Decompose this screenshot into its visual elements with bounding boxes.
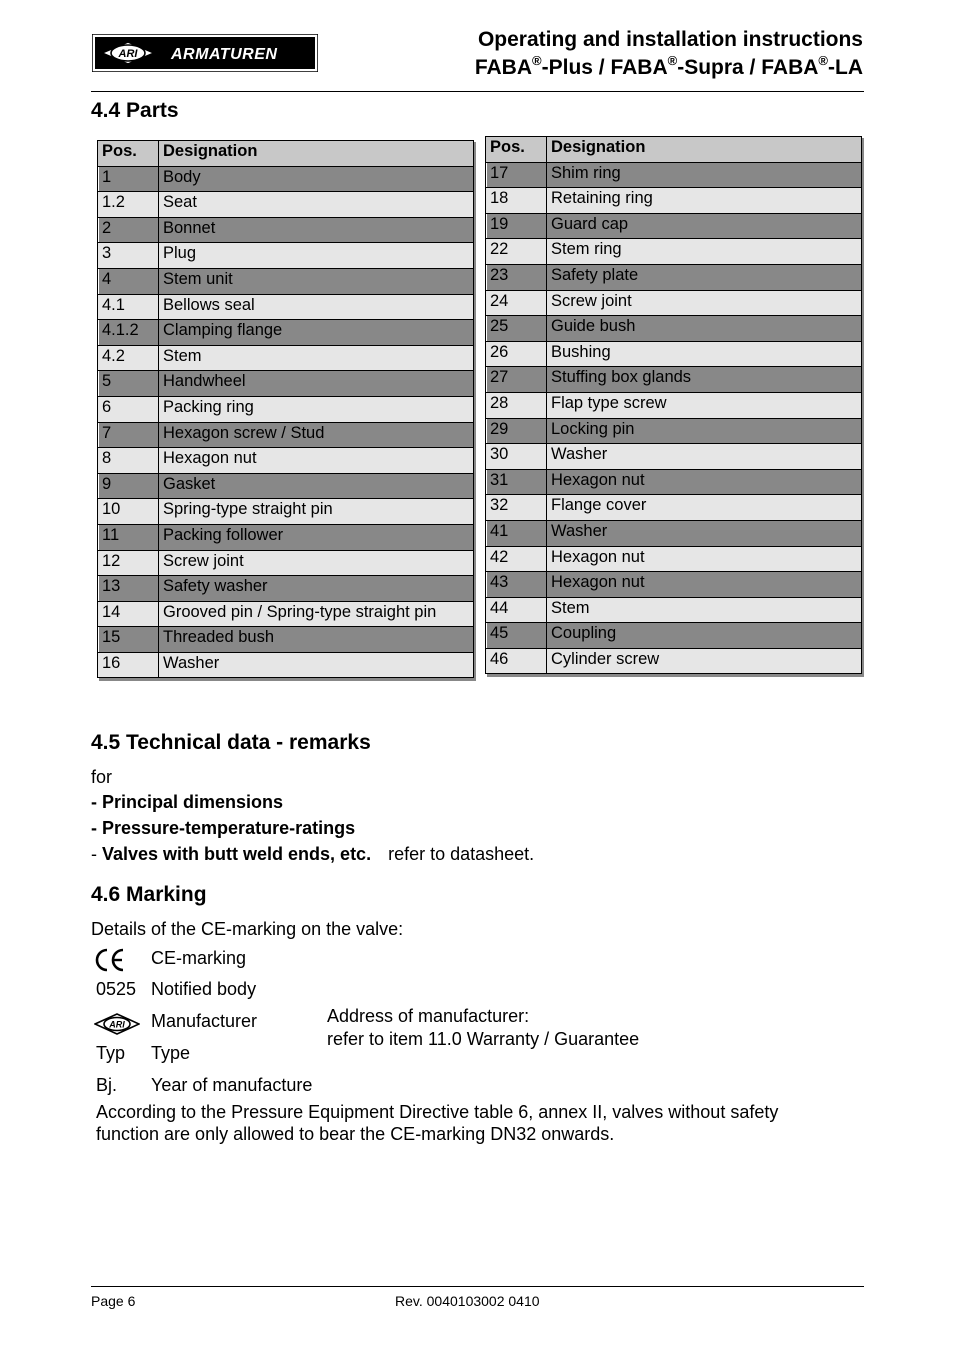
type-label: Type	[151, 1043, 191, 1063]
pos-cell: 4.1	[98, 294, 159, 320]
pos-cell: 25	[486, 316, 547, 342]
table-row	[486, 367, 862, 393]
designation-cell: Guide bush	[547, 316, 862, 342]
title-line-2: FABA®-Plus / FABA®-Supra / FABA®-LA	[474, 53, 863, 79]
document-title	[475, 26, 863, 82]
pos-cell: 7	[98, 422, 159, 448]
pos-cell: 44	[486, 597, 547, 623]
table-row	[486, 290, 862, 316]
table-row	[486, 341, 862, 367]
designation-cell: Clamping flange	[159, 320, 474, 346]
designation-cell: Stuffing box glands	[547, 367, 862, 393]
designation-cell: Spring-type straight pin	[159, 499, 474, 525]
designation-cell: Flange cover	[547, 495, 862, 521]
pos-cell: 31	[486, 469, 547, 495]
pos-cell: 12	[98, 550, 159, 576]
table-row	[486, 495, 862, 521]
bj-code: Bj.	[96, 1075, 118, 1095]
table-row	[98, 652, 474, 678]
table-row	[98, 371, 474, 397]
pos-cell: 24	[486, 290, 547, 316]
designation-cell: Hexagon nut	[547, 546, 862, 572]
revision-number: Rev. 0040103002 0410	[395, 1293, 540, 1309]
table-row	[98, 627, 474, 653]
designation-cell: Retaining ring	[547, 188, 862, 214]
table-row	[486, 188, 862, 214]
pos-cell: 11	[98, 524, 159, 550]
designation-cell: Packing ring	[159, 396, 474, 422]
designation-cell: Hexagon screw / Stud	[159, 422, 474, 448]
designation-cell: Screw joint	[159, 550, 474, 576]
table-row	[98, 576, 474, 602]
table-row	[486, 648, 862, 674]
ari-manufacturer-icon	[94, 1012, 140, 1041]
designation-cell: Flap type screw	[547, 392, 862, 418]
table-row	[98, 448, 474, 474]
svg-text:ARMATUREN: ARMATUREN	[171, 46, 278, 63]
marking-intro: Details of the CE-marking on the valve:	[91, 919, 404, 939]
table-row	[98, 550, 474, 576]
remark-pressure-temperature: - Pressure-temperature-ratings	[91, 818, 356, 838]
pos-cell: 42	[486, 546, 547, 572]
designation-cell: Packing follower	[159, 524, 474, 550]
for-label: for	[91, 767, 113, 787]
pos-cell: 26	[486, 341, 547, 367]
section-heading-marking: 4.6 Marking	[91, 883, 207, 906]
designation-cell: Hexagon nut	[547, 469, 862, 495]
typ-code: Typ	[96, 1043, 126, 1063]
designation-cell: Bushing	[547, 341, 862, 367]
designation-cell: Stem	[547, 597, 862, 623]
table-row	[486, 162, 862, 188]
parts-table-right	[485, 136, 862, 674]
designation-cell: Hexagon nut	[159, 448, 474, 474]
page-number: Page 6	[91, 1293, 136, 1309]
pos-cell: 3	[98, 243, 159, 269]
pos-cell: 15	[98, 627, 159, 653]
pos-cell: 18	[486, 188, 547, 214]
designation-cell: Safety plate	[547, 264, 862, 290]
designation-cell: Stem unit	[159, 268, 474, 294]
svg-text:ARI: ARI	[109, 1019, 125, 1030]
table-row	[486, 213, 862, 239]
notified-body-label: Notified body	[151, 979, 257, 999]
ari-armaturen-logo	[92, 34, 318, 72]
footer-divider	[91, 1286, 864, 1287]
table-row	[486, 418, 862, 444]
pos-cell: 14	[98, 601, 159, 627]
table-row	[486, 623, 862, 649]
designation-cell: Threaded bush	[159, 627, 474, 653]
pos-cell: 46	[486, 648, 547, 674]
pos-cell: 10	[98, 499, 159, 525]
ce-marking-label: CE-marking	[151, 948, 247, 968]
pos-cell: 41	[486, 520, 547, 546]
pos-cell: 13	[98, 576, 159, 602]
table-row	[486, 239, 862, 265]
table-row	[98, 396, 474, 422]
designation-cell: Shim ring	[547, 162, 862, 188]
parts-table-left	[97, 140, 474, 678]
designation-cell: Washer	[159, 652, 474, 678]
designation-cell: Bonnet	[159, 217, 474, 243]
column-header-pos: Pos.	[486, 137, 547, 163]
column-header-designation: Designation	[159, 141, 474, 167]
designation-cell: Screw joint	[547, 290, 862, 316]
header-divider	[91, 91, 864, 92]
table-row	[486, 520, 862, 546]
pos-cell: 1.2	[98, 192, 159, 218]
ce-mark-icon	[95, 947, 127, 978]
designation-cell: Stem ring	[547, 239, 862, 265]
designation-cell: Bellows seal	[159, 294, 474, 320]
table-row	[98, 422, 474, 448]
title-line-1: Operating and installation instructions	[477, 28, 863, 51]
table-row	[486, 469, 862, 495]
table-row	[98, 499, 474, 525]
designation-cell: Handwheel	[159, 371, 474, 397]
pos-cell: 4.1.2	[98, 320, 159, 346]
ped-note	[96, 1101, 778, 1145]
pos-cell: 45	[486, 623, 547, 649]
pos-cell: 4	[98, 268, 159, 294]
year-of-manufacture-label: Year of manufacture	[151, 1075, 313, 1095]
table-row	[486, 392, 862, 418]
designation-cell: Hexagon nut	[547, 572, 862, 598]
pos-cell: 23	[486, 264, 547, 290]
pos-cell: 43	[486, 572, 547, 598]
remark-butt-weld: - Valves with butt weld ends, etc. refer to datasheet.	[91, 844, 535, 864]
pos-cell: 6	[98, 396, 159, 422]
pos-cell: 4.2	[98, 345, 159, 371]
designation-cell: Body	[159, 166, 474, 192]
pos-cell: 28	[486, 392, 547, 418]
svg-text:ARI: ARI	[118, 48, 138, 60]
designation-cell: Coupling	[547, 623, 862, 649]
table-row	[98, 473, 474, 499]
section-heading-technical-data: 4.5 Technical data - remarks	[91, 731, 371, 754]
pos-cell: 1	[98, 166, 159, 192]
pos-cell: 5	[98, 371, 159, 397]
pos-cell: 22	[486, 239, 547, 265]
parts-table-left-body	[98, 166, 474, 678]
table-row	[486, 264, 862, 290]
designation-cell: Stem	[159, 345, 474, 371]
table-row	[98, 243, 474, 269]
designation-cell: Seat	[159, 192, 474, 218]
ped-note-line-1: According to the Pressure Equipment Directive table 6, annex II, valves without safety	[96, 1102, 779, 1122]
designation-cell: Guard cap	[547, 213, 862, 239]
table-row	[486, 597, 862, 623]
pos-cell: 16	[98, 652, 159, 678]
table-row	[98, 345, 474, 371]
table-row	[486, 572, 862, 598]
designation-cell: Gasket	[159, 473, 474, 499]
notified-body-code: 0525	[96, 979, 137, 999]
designation-cell: Washer	[547, 444, 862, 470]
pos-cell: 2	[98, 217, 159, 243]
table-row	[486, 546, 862, 572]
designation-cell: Locking pin	[547, 418, 862, 444]
column-header-pos: Pos.	[98, 141, 159, 167]
pos-cell: 30	[486, 444, 547, 470]
section-heading-parts: 4.4 Parts	[91, 99, 179, 122]
designation-cell: Plug	[159, 243, 474, 269]
pos-cell: 9	[98, 473, 159, 499]
designation-cell: Grooved pin / Spring-type straight pin	[159, 601, 474, 627]
table-row	[98, 166, 474, 192]
address-line-1: Address of manufacturer:	[327, 1006, 530, 1026]
table-row	[486, 316, 862, 342]
pos-cell: 17	[486, 162, 547, 188]
designation-cell: Safety washer	[159, 576, 474, 602]
manufacturer-label: Manufacturer	[151, 1011, 258, 1031]
address-line-2: refer to item 11.0 Warranty / Guarantee	[327, 1029, 640, 1049]
table-row	[98, 320, 474, 346]
table-row	[98, 192, 474, 218]
designation-cell: Cylinder screw	[547, 648, 862, 674]
table-row	[98, 294, 474, 320]
column-header-designation: Designation	[547, 137, 862, 163]
parts-table-right-body	[486, 162, 862, 674]
pos-cell: 32	[486, 495, 547, 521]
table-row	[98, 217, 474, 243]
pos-cell: 19	[486, 213, 547, 239]
pos-cell: 29	[486, 418, 547, 444]
pos-cell: 27	[486, 367, 547, 393]
designation-cell: Washer	[547, 520, 862, 546]
manufacturer-address	[327, 1005, 639, 1051]
remark-principal-dimensions: - Principal dimensions	[91, 792, 284, 812]
table-row	[98, 601, 474, 627]
table-row	[98, 524, 474, 550]
pos-cell: 8	[98, 448, 159, 474]
table-row	[486, 444, 862, 470]
ped-note-line-2: function are only allowed to bear the CE-marking DN32 onwards.	[96, 1124, 615, 1144]
table-row	[98, 268, 474, 294]
